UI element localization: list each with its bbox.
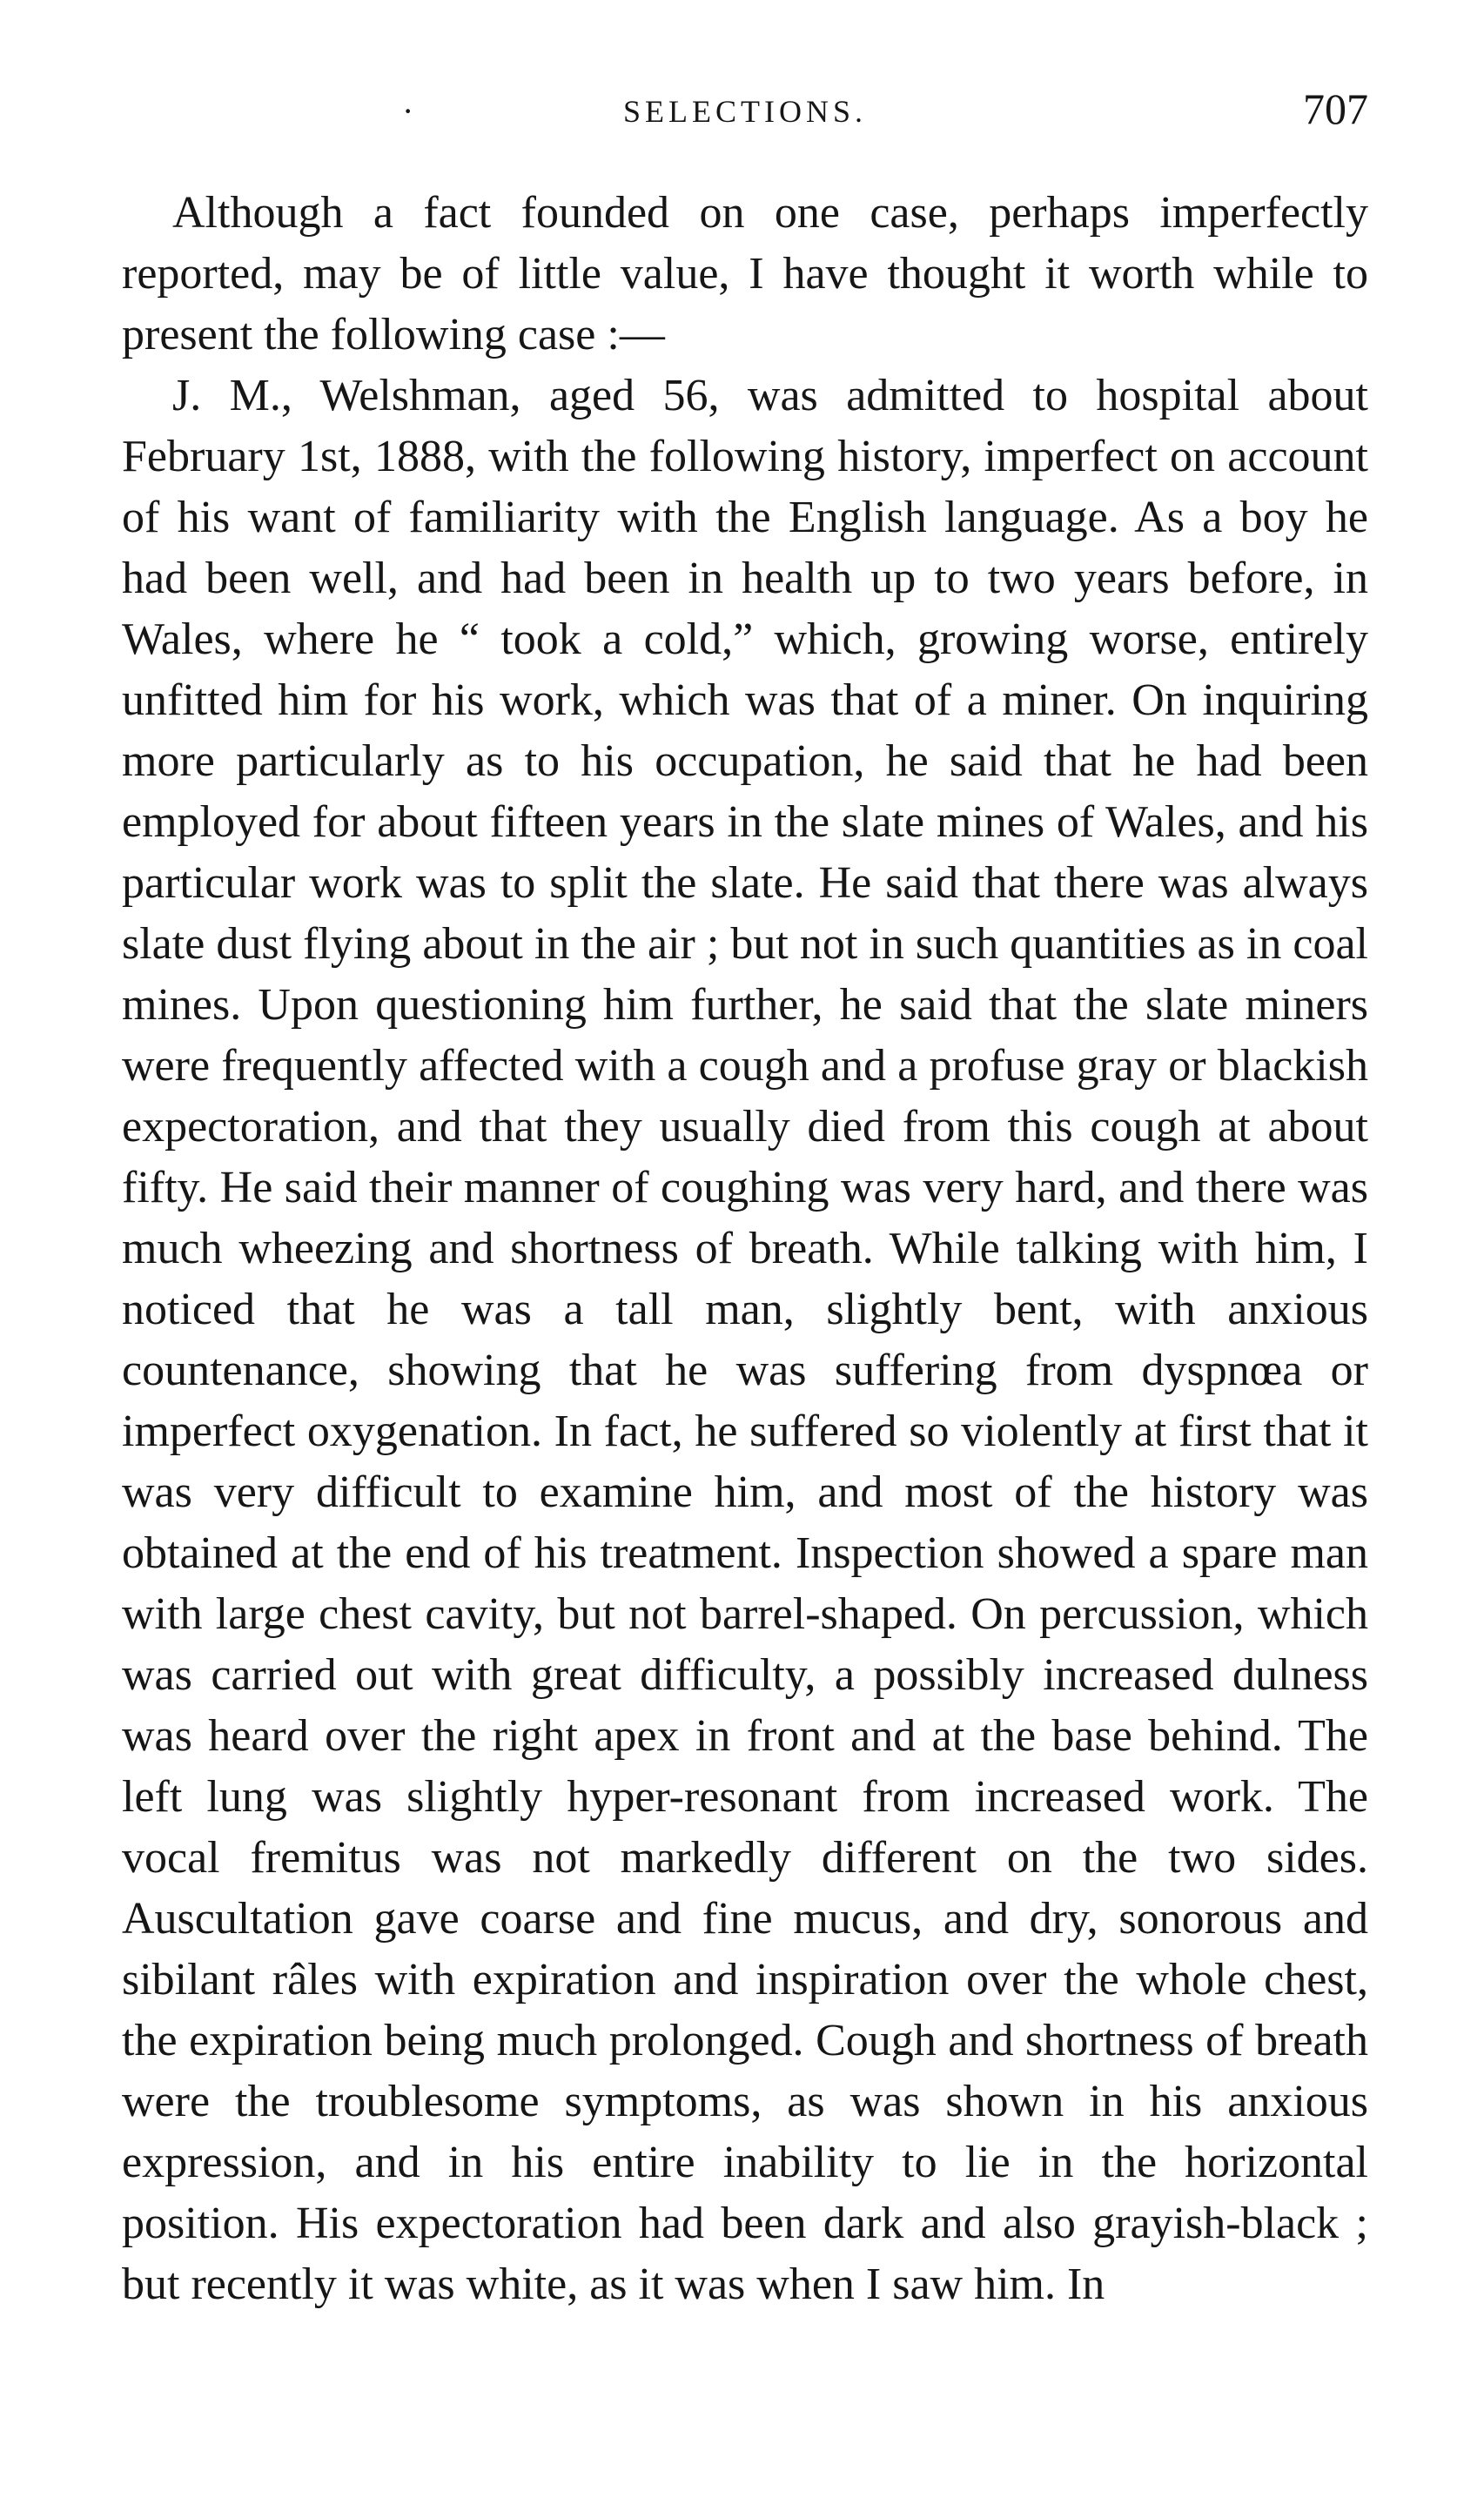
header-mark: ·: [402, 91, 414, 131]
body-text: [122, 183, 1368, 2315]
page-number: 707: [1303, 84, 1368, 133]
running-header: [122, 84, 1368, 148]
paragraph-case-history: J. M., Welshman, aged 56, was admitted to hospital about February 1st, 1888, with the following history, imperfect on account of his want of familiarity with the English language. As a boy he had been well, and had been in health up to two years before, in Wales, where he “ took a cold,” which, growing worse, entirely unfitted him for his work, which was that of a miner. On inquiring more particularly as to his occupation, he said that he had been employed for about fifteen years in the slate mines of Wales, and his particular work was to split the slate. He said that there was always slate dust flying about in the air ; but not in such quantities as in coal mines. Upon questioning him further, he said that the slate miners were frequently affected with a cough and a profuse gray or blackish expectoration, and that they usually died from this cough at about fifty. He said their manner of coughing was very hard, and there was much wheezing and shortness of breath. While talking with him, I noticed that he was a tall man, slightly bent, with anxious countenance, showing that he was suffering from dyspnœa or imperfect oxygenation. In fact, he suffered so violently at first that it was very difficult to examine him, and most of the history was obtained at the end of his treatment. Inspection showed a spare man with large chest cavity, but not barrel-shaped. On percussion, which was carried out with great difficulty, a possibly increased dulness was heard over the right apex in front and at the base behind. The left lung was slightly hyper-resonant from increased work. The vocal fremitus was not markedly different on the two sides. Auscultation gave coarse and fine mucus, and dry, sonorous and sibilant râles with expiration and inspiration over the whole chest, the expiration being much prolonged. Cough and shortness of breath were the troublesome symptoms, as was shown in his anxious expression, and in his entire inability to lie in the horizontal position. His expectoration had been dark and also grayish-black ; but recently it was white, as it was when I saw him. In: [122, 371, 1368, 2309]
paragraph-intro: Although a fact founded on one case, perhaps imperfectly reported, may be of little value, I have thought it worth while to present the following case :—: [122, 188, 1368, 359]
running-title: SELECTIONS.: [623, 94, 867, 129]
